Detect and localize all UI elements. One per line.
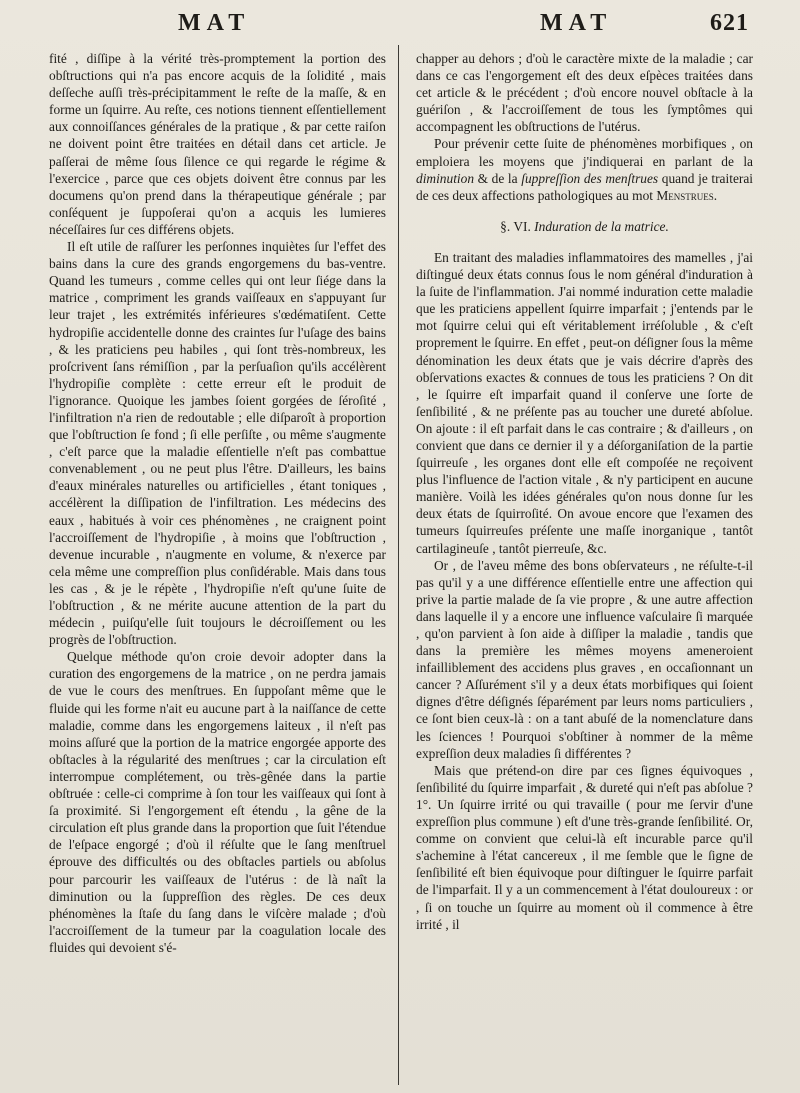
p2-text-b: & de la (474, 170, 522, 186)
section-number: §. VI. (500, 218, 531, 234)
p2-text-a: Pour prévenir cette ſuite de phénomènes morbifiques , on emploiera les moyens que j'indiquerai en parlant de la (416, 136, 753, 169)
running-head (0, 10, 800, 46)
section-title: Induration de la matrice. (534, 218, 669, 234)
left-paragraph-3: Quelque méthode qu'on croie devoir adopter dans la curation des engorgemens de la matrice , on ne perdra jamais de vue le cours des menſtrues. En ſuppoſant même que le fluide qui les forme n'ait eu aucune part à la naiſſance de cette maladie, comme dans les engorgemens laiteux , il n'eſt pas moins aſſuré que la portion de la matrice engorgée apporte des obſtacles à la régularité des menſtrues ; car la circulation eſt interrompue complétement, ou très-gênée dans la partie obſtruée : celle-ci comprime à ſon tour les vaiſſeaux qui ſont à ſa proximité. Si l'engorgement eſt étendu , la gêne de la circulation eſt plus grande dans la proportion que ſuit l'étendue de l'eſpace engorgé ; d'où il réſulte que le ſang menſtruel éprouve des difficultés ou des obſtacles partiels ou abſolus pour parcourir les vaiſſeaux de l'utérus : de là naît la diminution ou la ſuppreſſion des règles. De ces deux phénomènes la ſtaſe du ſang dans le viſcère malade ; d'où l'accroiſſement de la tumeur par la coagulation locale des fluides qui devoient s'é- (49, 649, 386, 955)
left-paragraph-1: fité , diſſipe à la vérité très-promptement la portion des obſtructions qui n'a pas encore acquis de la ſolidité , mais deſſeche auſſi très-précipitamment le reſte de la maſſe, & en forme un ſquirre. Au reſte, ces notions tiennent eſſentiellement aux connoiſſances générales de la pratique , & par cette raiſon ne doivent point être traitées en détail dans cet article. Je paſſerai de même ſous ſilence ce qui regarde le régime & l'exercice , parce que ces objets doivent être connus par les documens qu'on prend dans la thérapeutique générale ; par conſéquent je ſuppoſerai qu'on a acquis les lumieres néceſſaires ſur ces différens objets. (49, 51, 386, 237)
p2-emphasis-diminution: diminution (416, 170, 475, 186)
page-number: 621 (710, 10, 749, 36)
column-divider (398, 45, 399, 1085)
section-heading (416, 218, 753, 235)
right-paragraph-3: En traitant des maladies inflammatoires des mamelles , j'ai diſtingué deux états connus ſous le nom général d'induration à la ſuite de l'inflammation. J'ai nommé induration cette maladie que les praticiens appellent ſquirre imparfait ; j'entends par le mot ſquirre celui qui eſt véritablement irréſoluble , & c'eſt proprement le ſquirre. En effet , peut-on déſigner ſous la même dénomination les deux états que je vais décrire d'après des obſervations exactes & connues de tous les praticiens ? On dit , le ſquirre eſt imparfait quand il conſerve une ſorte de ſenſibilité , & ne préſente pas au toucher une dureté abſolue. On ajoute : il eſt parfait dans le cas contraire ; & d'ailleurs , on convient que dans ce dernier il y a déſorganiſation de la partie ſquirreuſe , les organes dont elle eſt compoſée ne reçoivent plus l'influence de l'action vitale , & n'y participent en aucune manière. Voilà les idées générales qu'on nous donne ſur les deux états de ſquirroſité. On avoue encore que l'examen des tumeurs ſquirreuſes préſente une maſſe inorganique , tantôt cartilagineuſe , tantôt pierreuſe, &c. (416, 249, 753, 556)
p2-text-c: quand je traiterai de ces deux affections pathologiques au mot (416, 170, 754, 203)
right-paragraph-1: chapper au dehors ; d'où le caractère mixte de la maladie ; car dans ce cas l'engorgement eſt des deux eſpèces traitées dans cet article & le précédent ; d'où encore nouvel obſtacle à la guériſon , & l'accroiſſement de tous les ſymptômes qui accompagnent les obſtructions de l'utérus. (416, 51, 753, 135)
right-paragraph-4: Or , de l'aveu même des bons obſervateurs , ne réſulte-t-il pas qu'il y a une différence eſſentielle entre une affection qui prive la partie malade de ſa vie propre , & une autre affection dans laquelle il y a encore une influence vaſculaire ſi marquée , qu'on parvient à ſon aide à diſſiper la maladie , tandis que dans la première les mêmes moyens ameneroient infailliblement des accidens plus graves , en occaſionnant un cancer ? Aſſurément s'il y a deux états morbifiques qui ſoient dignes d'être déſignés ſéparément par leurs noms particuliers , ce ſont bien ceux-là : on a tant abuſé de la nomenclature dans les ſciences ! Pourquoi s'obſtiner à nommer de la même expreſſion deux maladies ſi différentes ? (416, 557, 753, 761)
right-column (416, 50, 753, 933)
p2-text-d: . (713, 187, 718, 203)
running-head-right: MAT (540, 10, 613, 36)
p2-emphasis-suppression: ſuppreſſion des menſtrues (521, 170, 659, 186)
right-paragraph-5: Mais que prétend-on dire par ces ſignes équivoques , ſenſibilité du ſquirre imparfait , & dureté qui n'eſt pas abſolue ? 1°. Un ſquirre irrité ou qui travaille ( pour me ſervir d'une expreſſion plus commune ) eſt d'une très-grande ſenſibilité. Or, comme on convient que celui-là eſt incurable parce qu'il s'achemine à l'état cancereux , il me ſemble que le ſigne de ſenſibilité eſt bien équivoque pour diſtinguer le ſquirre parfait de l'imparfait. Il y a un commencement à l'état douloureux : or , ſi on touche un ſquirre au moment où il commence à être irrité , il (416, 762, 753, 932)
right-paragraph-2 (416, 135, 753, 203)
p2-small-caps-menstrues: Menstrues (656, 187, 714, 203)
running-head-left: MAT (178, 10, 251, 36)
left-paragraph-2: Il eſt utile de raſſurer les perſonnes inquiètes ſur l'effet des bains dans la cure des grands engorgemens du bas-ventre. Quand les tumeurs , comme celles qui ont leur ſiége dans la matrice , compriment les grands vaiſſeaux en s'appuyant ſur leur trajet , les extrémités inférieures s'œdématiſent. Cette hydropiſie accidentelle donne des craintes ſur l'uſage des bains , & les praticiens peu habiles , qui ſont très-nombreux, les proſcrivent ſans rémiſſion , par la perſuaſion qu'ils accélèrent l'hydropiſie complète : cette erreur eſt le produit de l'ignorance. Quoique les jambes ſoient gorgées de ſéroſité , l'infiltration n'a rien de redoutable ; elle diſparoît à proportion que l'obſtruction ſe fond ; ſi elle perſiſte , ou même s'augmente , c'eſt parce que la maladie eſſentielle n'eſt pas combattue convenablement , ou ne peut plus l'être. D'ailleurs, les bains d'eaux minérales naturelles ou artificielles , étant toniques , accélèrent la diſſipation de l'infiltration. Les médecins des eaux , habitués à voir ces phénomènes , ne craignent point l'accroiſſement de l'hydropiſie , à moins que l'obſtruction , devenue incurable , n'augmente en volume, & n'exerce par cela même une compreſſion plus conſidérable. Mais dans tous les cas , & je le répète , l'hydropiſie n'eſt qu'une ſuite de l'obſtruction , & ne mérite aucune attention de la part du médecin , puiſqu'elle ſuit toujours le décroiſſement ou les progrès de l'obſtruction. (49, 239, 386, 648)
left-column (49, 50, 386, 956)
